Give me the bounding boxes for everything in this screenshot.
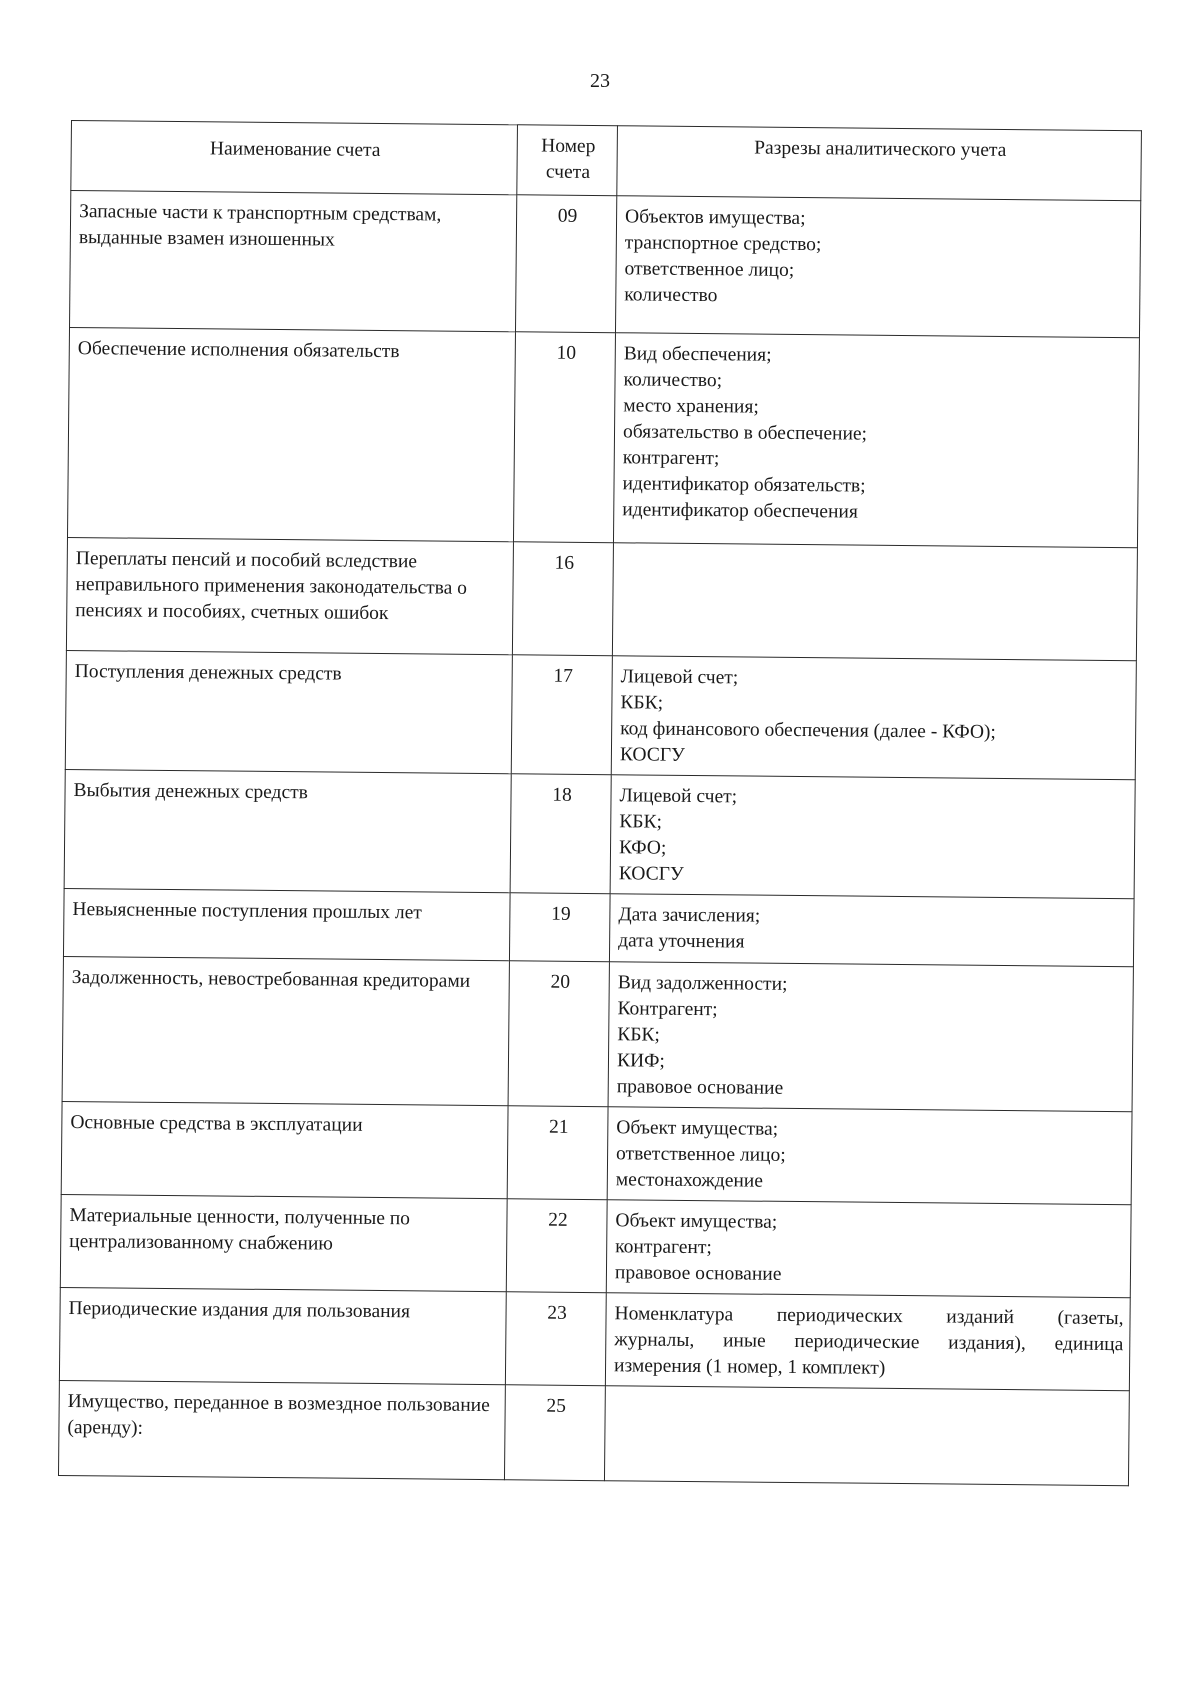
accounts-table (58, 120, 1142, 1486)
attribute-line: Объектов имущества; (624, 206, 806, 230)
account-number: 22 (506, 1199, 607, 1293)
attribute-line: количество; (623, 369, 723, 392)
attribute-line: правовое основание (614, 1262, 782, 1285)
attribute-line: Контрагент; (617, 998, 718, 1021)
document-page (58, 120, 1141, 1486)
attribute-line: ответственное лицо; (616, 1143, 786, 1166)
account-number: 18 (510, 774, 611, 894)
attribute-line: измерения (1 номер, 1 комплект) (613, 1355, 886, 1379)
attribute-line: ответственное лицо; (624, 258, 795, 281)
attribute-line: код финансового обеспечения (далее - КФО); (620, 718, 997, 743)
account-attributes (608, 962, 1133, 1112)
table-row (63, 888, 1134, 966)
account-name: Периодические издания для пользования (59, 1287, 506, 1384)
account-number: 09 (515, 195, 616, 333)
account-name: Невыясненные поступления прошлых лет (63, 888, 510, 960)
attribute-line: Дата зачисления; (618, 904, 761, 927)
attribute-line: журналы, иные периодические издания), единица (614, 1329, 1124, 1356)
account-name: Материальные ценности, полученные по централизованному снабжению (60, 1194, 507, 1291)
page-number: 23 (590, 70, 610, 92)
attribute-line: количество (624, 284, 718, 307)
account-number: 16 (512, 542, 613, 656)
attribute-line: обязательство в обеспечение; (622, 421, 868, 445)
account-attributes (607, 1107, 1132, 1205)
attribute-line: Лицевой счет; (620, 666, 739, 689)
account-name: Имущество, переданное в возмездное пользование (аренду): (58, 1380, 505, 1479)
account-attributes (609, 894, 1134, 967)
attribute-line: КИФ; (616, 1050, 666, 1072)
attribute-line: Объект имущества; (615, 1210, 778, 1233)
account-number: 19 (509, 893, 610, 962)
table-row (61, 1101, 1132, 1204)
account-name: Обеспечение исполнения обязательств (67, 327, 515, 541)
attribute-line: контрагент; (615, 1236, 712, 1259)
attribute-line: КФО; (618, 837, 667, 859)
account-name: Задолженность, невостребованная кредиторами (62, 956, 509, 1105)
table-row (59, 1287, 1130, 1390)
attribute-line: Лицевой счет; (619, 785, 738, 808)
attribute-line: контрагент; (622, 447, 720, 470)
account-number: 21 (507, 1106, 608, 1200)
attribute-line: КБК; (617, 1024, 660, 1046)
account-attributes (613, 333, 1139, 548)
table-row (62, 956, 1133, 1111)
header-number-line2: счета (545, 161, 591, 183)
account-attributes (606, 1200, 1131, 1298)
account-number: 20 (508, 961, 609, 1107)
attribute-line: КБК; (619, 811, 663, 833)
account-number: 10 (513, 332, 615, 543)
attribute-line: дата уточнения (618, 930, 745, 953)
account-name: Основные средства в эксплуатации (61, 1101, 508, 1198)
attribute-line: Вид задолженности; (617, 972, 788, 995)
attribute-line: правовое основание (616, 1076, 784, 1099)
header-account-number (517, 125, 618, 196)
account-attributes (615, 196, 1140, 338)
account-attributes (605, 1293, 1130, 1391)
attribute-line: местонахождение (615, 1169, 764, 1192)
account-name: Поступления денежных средств (65, 650, 512, 773)
table-row (60, 1194, 1131, 1297)
attribute-line: КБК; (620, 692, 664, 714)
account-name: Выбытия денежных средств (64, 769, 511, 892)
table-row (67, 327, 1139, 547)
account-number: 25 (504, 1385, 605, 1481)
header-number-line1: Номер (541, 135, 596, 158)
table-row (64, 769, 1135, 898)
header-analytics: Разрезы аналитического учета (617, 126, 1142, 201)
attribute-line: Вид обеспечения; (623, 343, 772, 366)
table-row (58, 1380, 1129, 1485)
account-attributes (610, 775, 1135, 899)
table-row (70, 191, 1141, 338)
attribute-line: КОСГУ (618, 863, 684, 885)
account-attributes (611, 656, 1136, 780)
account-attributes (604, 1386, 1129, 1486)
attribute-line: идентификатор обязательств; (622, 473, 866, 497)
table-row (66, 537, 1137, 660)
account-number: 23 (505, 1292, 606, 1386)
attribute-line: Номенклатура периодических изданий (газеты, (614, 1303, 1124, 1330)
attribute-line: идентификатор обеспечения (622, 499, 858, 523)
attribute-line: место хранения; (623, 395, 759, 418)
table-header-row (71, 121, 1142, 201)
account-number: 17 (511, 655, 612, 775)
attribute-line: Объект имущества; (616, 1117, 779, 1140)
attribute-line: КОСГУ (619, 744, 685, 766)
account-name: Запасные части к транспортным средствам, выданные взамен изношенных (70, 191, 517, 332)
table-row (65, 650, 1136, 779)
attribute-line: транспортное средство; (624, 232, 822, 256)
account-attributes (612, 543, 1137, 661)
account-name: Переплаты пенсий и пособий вследствие неправильного применения законодательства о пенсиях и пособиях, счетных ошибок (66, 537, 513, 654)
header-account-name: Наименование счета (71, 121, 518, 195)
